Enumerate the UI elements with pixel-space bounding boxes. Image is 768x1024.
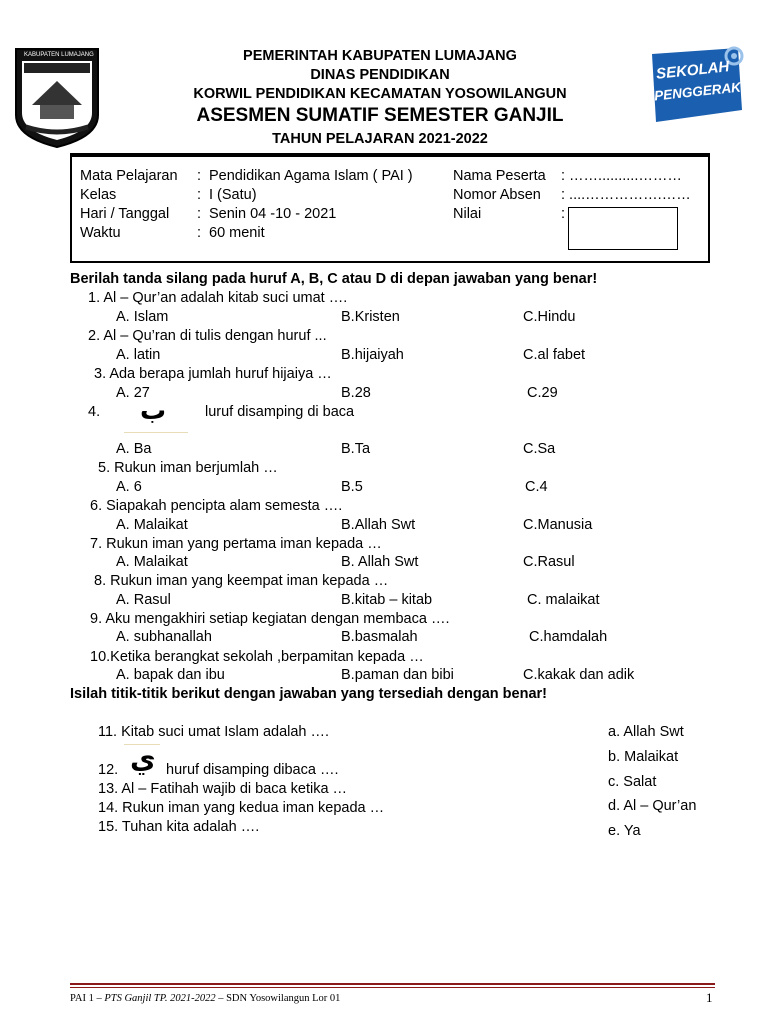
absen-field[interactable]: : ....…………….…… [561, 187, 691, 203]
option-a[interactable]: A. latin [116, 347, 161, 363]
option-a[interactable]: A. Ba [116, 441, 152, 457]
header-line-3: KORWIL PENDIDIKAN KECAMATAN YOSOWILANGUN [193, 86, 567, 102]
option-c[interactable]: C.Hindu [523, 309, 576, 325]
question-3: 3. Ada berapa jumlah huruf hijaiya … [94, 366, 332, 382]
answer-option: e. Ya [608, 823, 641, 839]
colon: : [197, 168, 202, 184]
header-line-1: PEMERINTAH KABUPATEN LUMAJANG [243, 48, 517, 64]
badge-line-2: PENGGERAK [653, 79, 742, 104]
option-b[interactable]: B.28 [341, 385, 371, 401]
lumajang-emblem [12, 45, 102, 149]
question-14: 14. Rukun iman yang kedua iman kepada … [98, 800, 385, 816]
footer-text [70, 993, 340, 1004]
option-c[interactable]: C.kakak dan adik [523, 667, 635, 683]
option-a[interactable]: A. 6 [116, 479, 142, 495]
footer-school: – SDN Yosowilangun Lor 01 [215, 993, 341, 1004]
page-number: 1 [706, 990, 713, 1005]
option-a[interactable]: A. 27 [116, 385, 150, 401]
header-line-2: DINAS PENDIDIKAN [310, 67, 450, 83]
question-4: 4. [88, 404, 101, 420]
question-12: 12. [98, 762, 119, 778]
question-12-text: huruf disamping dibaca …. [166, 762, 339, 778]
question-13: 13. Al – Fatihah wajib di baca ketika … [98, 781, 348, 797]
answer-option: c. Salat [608, 774, 657, 790]
question-11: 11. Kitab suci umat Islam adalah …. [98, 724, 330, 740]
section2-instruction: Isilah titik-titik berikut dengan jawaban yang tersediah dengan benar! [70, 686, 547, 702]
absen-label: Nomor Absen [453, 187, 541, 203]
footer-exam: PTS Ganjil TP. 2021-2022 [104, 993, 216, 1004]
option-a[interactable]: A. Malaikat [116, 517, 188, 533]
option-c[interactable]: C.Manusia [523, 517, 593, 533]
option-a[interactable]: A. Malaikat [116, 554, 188, 570]
question-6: 6. Siapakah pencipta alam semesta …. [90, 498, 343, 514]
section1-instruction: Berilah tanda silang pada huruf A, B, C atau D di depan jawaban yang benar! [70, 271, 598, 287]
nilai-colon: : [561, 206, 566, 222]
answer-option: d. Al – Qur’an [608, 798, 697, 814]
option-c[interactable]: C. malaikat [527, 592, 600, 608]
question-4-text: luruf disamping di baca [205, 404, 355, 420]
question-1: 1. Al – Qur’an adalah kitab suci umat …. [88, 290, 348, 306]
option-c[interactable]: C.hamdalah [529, 629, 608, 645]
answer-option: a. Allah Swt [608, 724, 684, 740]
colon: : [197, 187, 202, 203]
option-c[interactable]: C.Rasul [523, 554, 575, 570]
question-2: 2. Al – Qu’ran di tulis dengan huruf ... [88, 328, 327, 344]
option-b[interactable]: B.5 [341, 479, 363, 495]
footer-subject: PAI 1 – [70, 993, 105, 1004]
option-b[interactable]: B.kitab – kitab [341, 592, 433, 608]
nilai-label: Nilai [453, 206, 482, 222]
mapel-value: Pendidikan Agama Islam ( PAI ) [209, 168, 413, 184]
footer-rule [70, 987, 715, 988]
nama-label: Nama Peserta [453, 168, 546, 184]
option-b[interactable]: B. Allah Swt [341, 554, 419, 570]
question-8: 8. Rukun iman yang keempat iman kepada … [94, 573, 389, 589]
exam-title: ASESMEN SUMATIF SEMESTER GANJIL [196, 105, 564, 126]
option-a[interactable]: A. Islam [116, 309, 169, 325]
question-9: 9. Aku mengakhiri setiap kegiatan dengan membaca …. [90, 611, 450, 627]
school-year: TAHUN PELAJARAN 2021-2022 [272, 131, 488, 147]
question-7: 7. Rukun iman yang pertama iman kepada … [90, 536, 382, 552]
hari-label: Hari / Tanggal [80, 206, 170, 222]
kelas-label: Kelas [80, 187, 117, 203]
kelas-value: I (Satu) [209, 187, 257, 203]
option-b[interactable]: B.basmalah [341, 629, 418, 645]
option-c[interactable]: C.29 [527, 385, 558, 401]
waktu-label: Waktu [80, 225, 121, 241]
answer-option: b. Malaikat [608, 749, 679, 765]
option-b[interactable]: B.Ta [341, 441, 371, 457]
option-a[interactable]: A. bapak dan ibu [116, 667, 225, 683]
option-b[interactable]: B.hijaiyah [341, 347, 404, 363]
option-b[interactable]: B.paman dan bibi [341, 667, 454, 683]
sekolah-penggerak-badge [648, 44, 744, 128]
option-b[interactable]: B.Kristen [341, 309, 400, 325]
option-b[interactable]: B.Allah Swt [341, 517, 416, 533]
option-a[interactable]: A. Rasul [116, 592, 171, 608]
waktu-value: 60 menit [209, 225, 265, 241]
question-15: 15. Tuhan kita adalah …. [98, 819, 260, 835]
option-a[interactable]: A. subhanallah [116, 629, 212, 645]
badge-line-1: SEKOLAH [655, 58, 731, 83]
question-10: 10.Ketika berangkat sekolah ,berpamitan kepada … [90, 649, 424, 665]
arabic-letter-ya: ي [130, 742, 156, 775]
hari-value: Senin 04 -10 - 2021 [209, 206, 337, 222]
emblem-top-text: KABUPATEN LUMAJANG [24, 52, 94, 58]
colon: : [197, 206, 202, 222]
mapel-label: Mata Pelajaran [80, 168, 178, 184]
colon: : [197, 225, 202, 241]
nilai-box[interactable] [568, 207, 678, 250]
option-c[interactable]: C.al fabet [523, 347, 586, 363]
footer-rule [70, 983, 715, 985]
arabic-letter-ba: ب [140, 396, 167, 426]
question-5: 5. Rukun iman berjumlah … [98, 460, 278, 476]
glyph-underline [124, 432, 188, 433]
option-c[interactable]: C.Sa [523, 441, 556, 457]
nama-field[interactable]: : ……..........……… [561, 168, 682, 184]
option-c[interactable]: C.4 [525, 479, 548, 495]
